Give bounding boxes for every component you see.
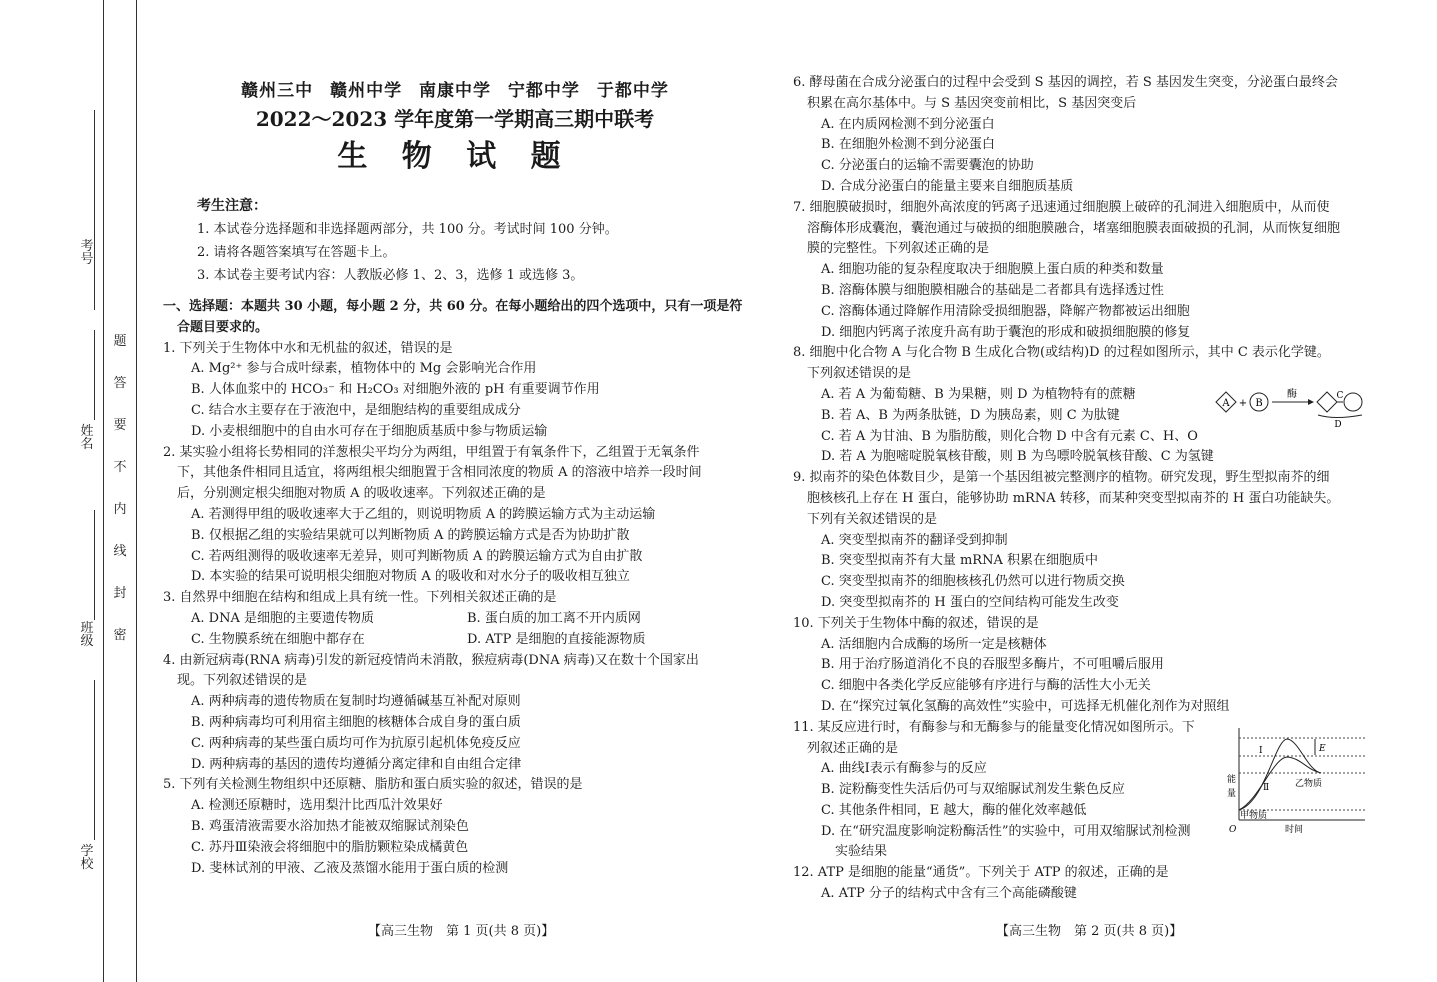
name-field[interactable] xyxy=(94,330,95,420)
option: D. 若 A 为胞嘧啶脱氧核苷酸，则 B 为鸟嘌呤脱氧核苷酸、C 为氢键 xyxy=(821,449,1214,465)
option: B. 若 A、B 为两条肽链，D 为胰岛素，则 C 为肽键 xyxy=(821,407,1120,423)
schools-title: 赣州三中 赣州中学 南康中学 宁都中学 于都中学 xyxy=(241,81,669,101)
enzyme-label: 酶 xyxy=(1287,389,1297,400)
y-axis-label: 量 xyxy=(1227,789,1237,799)
question-stem: 1. 下列关于生物体中水和无机盐的叙述，错误的是 xyxy=(163,340,453,356)
seal-char: 题 xyxy=(113,334,127,349)
option: D. 本实验的结果可说明根尖细胞对物质 A 的吸收和对水分子的吸收相互独立 xyxy=(191,569,630,585)
option: A. DNA 是细胞的主要遗传物质 xyxy=(191,610,374,626)
binding-line-outer xyxy=(103,0,104,982)
e-label: E xyxy=(1319,744,1326,754)
seal-char: 要 xyxy=(113,418,127,433)
school-field[interactable] xyxy=(94,680,95,840)
q11-energy-diagram xyxy=(1225,726,1368,838)
question-stem: 9. 拟南芥的染色体数目少，是第一个基因组被完整测序的植物。研究发现，野生型拟南芥的细 xyxy=(793,470,1330,486)
compound-b-label: B xyxy=(1255,398,1263,409)
option: A. 活细胞内合成酶的场所一定是核糖体 xyxy=(821,636,1047,652)
seal-char: 内 xyxy=(113,502,127,517)
option: A. 突变型拟南芥的翻译受到抑制 xyxy=(821,532,1008,548)
question-stem: 12. ATP 是细胞的能量“通货”。下列关于 ATP 的叙述，正确的是 xyxy=(793,865,1169,881)
question-stem: 3. 自然界中细胞在结构和组成上具有统一性。下列相关叙述正确的是 xyxy=(163,590,557,606)
left-column xyxy=(163,297,743,879)
product-brace xyxy=(1318,415,1362,418)
question-stem-cont: 胞核核孔上存在 H 蛋白，能够协助 mRNA 转移，而某种突变型拟南芥的 H 蛋白功能缺失。 xyxy=(807,490,1340,506)
section-heading-cont: 合题目要求的。 xyxy=(177,319,269,335)
option: D. 突变型拟南芥的 H 蛋白的空间结构可能发生改变 xyxy=(821,594,1119,610)
question-stem: 11. 某反应进行时，有酶参与和无酶参与的能量变化情况如图所示。下 xyxy=(793,719,1195,735)
notice-item: 2. 请将各题答案填写在答题卡上。 xyxy=(197,245,396,260)
exam-no-field[interactable] xyxy=(94,110,95,310)
option: B. 仅根据乙组的实验结果就可以判断物质 A 的跨膜运输方式是否为协助扩散 xyxy=(191,527,630,543)
option: C. 分泌蛋白的运输不需要囊泡的协助 xyxy=(821,158,1034,174)
option: B. 蛋白质的加工离不开内质网 xyxy=(467,610,641,626)
option: C. 突变型拟南芥的细胞核核孔仍然可以进行物质交换 xyxy=(821,574,1125,590)
option: C. 两种病毒的某些蛋白质均可作为抗原引起机体免疫反应 xyxy=(191,735,521,751)
option: D. 在“研究温度影响淀粉酶活性”的实验中，可用双缩脲试剂检测 xyxy=(821,823,1191,839)
footer-page-1: 【高三生物 第 1 页(共 8 页)】 xyxy=(368,924,555,939)
plus-sign: + xyxy=(1238,398,1248,409)
option: D. 在“探究过氧化氢酶的高效性”实验中，可选择无机催化剂作为对照组 xyxy=(821,698,1230,714)
option: B. 突变型拟南芥有大量 mRNA 积累在细胞质中 xyxy=(821,553,1098,569)
notice-item: 1. 本试卷分选择题和非选择题两部分，共 100 分。考试时间 100 分钟。 xyxy=(197,222,618,237)
option: D. 细胞内钙离子浓度升高有助于囊泡的形成和破损细胞膜的修复 xyxy=(821,324,1191,340)
option: D. 合成分泌蛋白的能量主要来自细胞质基质 xyxy=(821,178,1074,194)
option: A. Mg²⁺ 参与合成叶绿素，植物体中的 Mg 会影响光合作用 xyxy=(191,361,537,377)
school-label: 学校 xyxy=(80,844,94,872)
question-stem-cont: 下，其他条件相同且适宜，将两组根尖细胞置于含相同浓度的物质 A 的溶液中培养一段时间 xyxy=(177,465,702,481)
option: B. 用于治疗肠道消化不良的吞服型多酶片，不可咀嚼后服用 xyxy=(821,657,1164,673)
product-d-label: D xyxy=(1334,420,1342,428)
question-stem-cont: 下列叙述错误的是 xyxy=(807,366,912,382)
y-axis-label: 能 xyxy=(1227,775,1237,785)
option-cont: 实验结果 xyxy=(835,844,888,860)
binding-line-inner xyxy=(136,0,137,982)
notice-title: 考生注意： xyxy=(197,198,267,214)
option: C. 生物膜系统在细胞中都存在 xyxy=(191,631,365,647)
product-label: 乙物质 xyxy=(1295,779,1323,789)
curve-1-label: Ⅰ xyxy=(1259,746,1263,756)
question-stem-cont: 膜的完整性。下列叙述正确的是 xyxy=(807,241,990,257)
option: C. 若 A 为甘油、B 为脂肪酸，则化合物 D 中含有元素 C、H、O xyxy=(821,428,1198,444)
option: B. 溶酶体膜与细胞膜相融合的基础是二者都具有选择透过性 xyxy=(821,282,1164,298)
arrow-head xyxy=(1308,399,1314,405)
option: A. 检测还原糖时，选用梨汁比西瓜汁效果好 xyxy=(191,798,443,814)
curve-2-label: Ⅱ xyxy=(1263,783,1270,793)
question-stem: 7. 细胞膜破损时，细胞外高浓度的钙离子迅速通过细胞膜上破碎的孔洞进入细胞质中，从而使 xyxy=(793,199,1330,215)
exam-title: 2022～2023 学年度第一学期高三期中联考 xyxy=(255,107,655,131)
name-label: 姓名 xyxy=(80,424,94,452)
question-stem-cont: 列叙述正确的是 xyxy=(807,740,899,756)
footer-page-2: 【高三生物 第 2 页(共 8 页)】 xyxy=(996,924,1183,939)
compound-a-label: A xyxy=(1222,398,1230,409)
option: D. 两种病毒的基因的遗传均遵循分离定律和自由组合定律 xyxy=(191,756,522,772)
option: C. 溶酶体通过降解作用清除受损细胞器，降解产物都被运出细胞 xyxy=(821,303,1190,319)
option: B. 在细胞外检测不到分泌蛋白 xyxy=(821,137,995,153)
option: B. 两种病毒均可利用宿主细胞的核糖体合成自身的蛋白质 xyxy=(191,714,521,730)
question-stem-cont: 积累在高尔基体中。与 S 基因突变前相比，S 基因突变后 xyxy=(807,95,1137,111)
option: A. 若测得甲组的吸收速率大于乙组的，则说明物质 A 的跨膜运输方式为主动运输 xyxy=(191,506,656,522)
product-a-shape xyxy=(1317,392,1337,412)
binding-margin xyxy=(0,0,140,982)
subject-title: 生 物 试 题 xyxy=(337,139,573,174)
section-heading: 一、选择题：本题共 30 小题，每小题 2 分，共 60 分。在每小题给出的四个选项中，只有一项是符 xyxy=(163,299,743,314)
option-row xyxy=(163,609,743,630)
seal-char: 答 xyxy=(113,376,127,391)
question-stem: 5. 下列有关检测生物组织中还原糖、脂肪和蛋白质实验的叙述，错误的是 xyxy=(163,777,583,793)
option: A. ATP 分子的结构式中含有三个高能磷酸键 xyxy=(821,886,1077,902)
option: B. 鸡蛋清液需要水浴加热才能被双缩脲试剂染色 xyxy=(191,818,469,834)
question-stem-cont: 下列有关叙述错误的是 xyxy=(807,511,938,527)
question-stem-cont: 溶酶体形成囊泡，囊泡通过与破损的细胞膜融合，堵塞细胞膜表面破损的孔洞，从而恢复细胞 xyxy=(807,220,1341,236)
bond-c-label: C xyxy=(1336,391,1344,401)
option: C. 其他条件相同，E 越大，酶的催化效率越低 xyxy=(821,802,1087,818)
x-axis-label: 时间 xyxy=(1285,825,1304,835)
option: D. ATP 是细胞的直接能源物质 xyxy=(467,631,646,647)
option: C. 若两组测得的吸收速率无差异，则可判断物质 A 的跨膜运输方式为自由扩散 xyxy=(191,548,643,564)
origin-label: O xyxy=(1229,825,1237,835)
seal-char: 线 xyxy=(113,544,127,559)
question-stem: 8. 细胞中化合物 A 与化合物 B 生成化合物(或结构)D 的过程如图所示，其中 C 表示化学键。 xyxy=(793,345,1330,361)
option: A. 曲线Ⅰ表示有酶参与的反应 xyxy=(821,761,987,777)
option: A. 两种病毒的遗传物质在复制时均遵循碱基互补配对原则 xyxy=(191,694,521,710)
question-stem: 2. 某实验小组将长势相同的洋葱根尖平均分为两组，甲组置于有氧条件下，乙组置于无氧条件 xyxy=(163,444,700,460)
notice-block xyxy=(197,195,618,287)
substrate-label: 甲物质 xyxy=(1240,811,1268,821)
class-field[interactable] xyxy=(94,510,95,620)
question-stem: 6. 酵母菌在合成分泌蛋白的过程中会受到 S 基因的调控，若 S 基因发生突变，分泌蛋白最终会 xyxy=(793,75,1338,90)
option-row xyxy=(163,630,743,651)
option: A. 在内质网检测不到分泌蛋白 xyxy=(821,116,995,132)
exam-no-label: 考号 xyxy=(80,239,94,267)
notice-item: 3. 本试卷主要考试内容：人教版必修 1、2、3，选修 1 或选修 3。 xyxy=(197,268,584,283)
question-stem-cont: 后，分别测定根尖细胞对物质 A 的吸收速率。下列叙述正确的是 xyxy=(177,486,546,502)
seal-char: 密 xyxy=(113,628,127,643)
q8-diagram xyxy=(1214,388,1366,428)
option: A. 若 A 为葡萄糖、B 为果糖，则 D 为植物特有的蔗糖 xyxy=(821,386,1136,402)
option: C. 细胞中各类化学反应能够有序进行与酶的活性大小无关 xyxy=(821,678,1151,694)
question-stem: 10. 下列关于生物体中酶的叙述，错误的是 xyxy=(793,615,1039,631)
option: C. 结合水主要存在于液泡中，是细胞结构的重要组成成分 xyxy=(191,402,521,418)
option: D. 斐林试剂的甲液、乙液及蒸馏水能用于蛋白质的检测 xyxy=(191,860,509,876)
seal-char: 封 xyxy=(113,586,127,601)
product-b-shape xyxy=(1344,393,1362,411)
question-stem-cont: 现。下列叙述错误的是 xyxy=(177,673,308,689)
question-stem: 4. 由新冠病毒(RNA 病毒)引发的新冠疫情尚未消散，猴痘病毒(DNA 病毒)又在数十个国家出 xyxy=(163,652,699,668)
option: A. 细胞功能的复杂程度取决于细胞膜上蛋白质的种类和数量 xyxy=(821,262,1164,278)
seal-char: 不 xyxy=(113,460,127,475)
option: C. 苏丹Ⅲ染液会将细胞中的脂肪颗粒染成橘黄色 xyxy=(191,839,469,855)
class-label: 班级 xyxy=(80,621,94,649)
option: B. 淀粉酶变性失活后仍可与双缩脲试剂发生紫色反应 xyxy=(821,782,1125,798)
option: D. 小麦根细胞中的自由水可存在于细胞质基质中参与物质运输 xyxy=(191,423,548,439)
option: B. 人体血浆中的 HCO₃⁻ 和 H₂CO₃ 对细胞外液的 pH 有重要调节作用 xyxy=(191,382,600,398)
